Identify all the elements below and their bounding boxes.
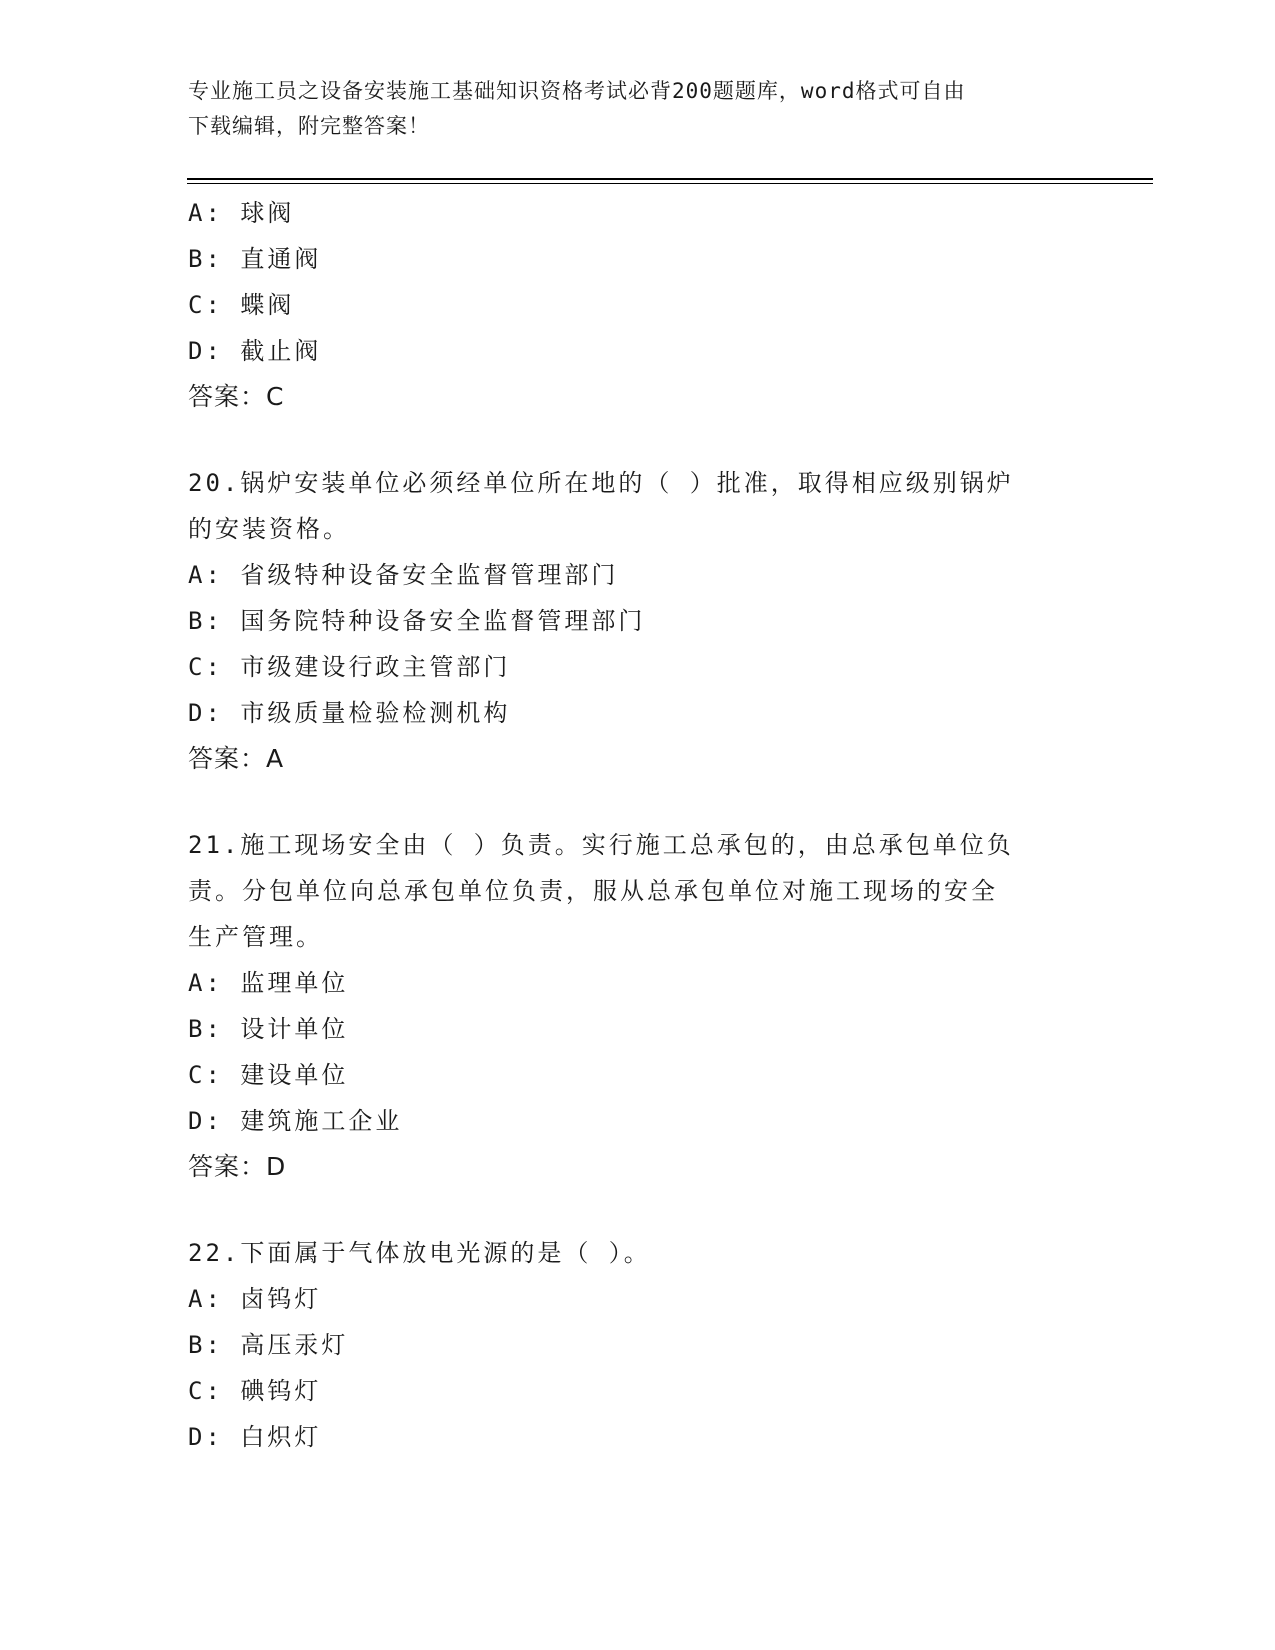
answer-line: 答案：C xyxy=(188,382,285,411)
header-divider-thick xyxy=(187,178,1153,180)
option-b: B: 高压汞灯 xyxy=(188,1331,349,1359)
answer-line: 答案：D xyxy=(188,1152,287,1181)
option-d: D: 截止阀 xyxy=(188,337,322,365)
option-c: C: 建设单位 xyxy=(188,1061,349,1089)
document-header xyxy=(188,74,1088,144)
header-line-2: 下载编辑，附完整答案！ xyxy=(188,114,430,138)
question-list xyxy=(188,190,1068,1460)
option-a: A: 监理单位 xyxy=(188,969,349,997)
option-b: B: 设计单位 xyxy=(188,1015,349,1043)
question-19-tail xyxy=(188,190,1068,420)
option-a: A: 卤钨灯 xyxy=(188,1285,322,1313)
option-d: D: 市级质量检验检测机构 xyxy=(188,699,511,727)
option-c: C: 蝶阀 xyxy=(188,291,295,319)
answer-line: 答案：A xyxy=(188,744,285,773)
option-d: D: 建筑施工企业 xyxy=(188,1107,403,1135)
question-text-line: 21.施工现场安全由（ ）负责。实行施工总承包的，由总承包单位负 xyxy=(188,831,1014,859)
option-b: B: 直通阀 xyxy=(188,245,322,273)
question-text-line: 责。分包单位向总承包单位负责，服从总承包单位对施工现场的安全 xyxy=(188,877,998,905)
question-text-line: 22.下面属于气体放电光源的是（ ）。 xyxy=(188,1239,651,1267)
option-d: D: 白炽灯 xyxy=(188,1423,322,1451)
question-text-line: 的安装资格。 xyxy=(188,515,350,543)
question-21 xyxy=(188,822,1068,1190)
header-divider-thin xyxy=(187,183,1153,184)
option-c: C: 碘钨灯 xyxy=(188,1377,322,1405)
option-c: C: 市级建设行政主管部门 xyxy=(188,653,511,681)
question-20 xyxy=(188,460,1068,782)
header-line-1: 专业施工员之设备安装施工基础知识资格考试必背200题题库，word格式可自由 xyxy=(188,79,966,103)
option-b: B: 国务院特种设备安全监督管理部门 xyxy=(188,607,646,635)
question-text-line: 20.锅炉安装单位必须经单位所在地的（ ）批准，取得相应级别锅炉 xyxy=(188,469,1014,497)
question-text-line: 生产管理。 xyxy=(188,923,323,951)
question-22 xyxy=(188,1230,1068,1460)
option-a: A: 球阀 xyxy=(188,199,295,227)
option-a: A: 省级特种设备安全监督管理部门 xyxy=(188,561,619,589)
